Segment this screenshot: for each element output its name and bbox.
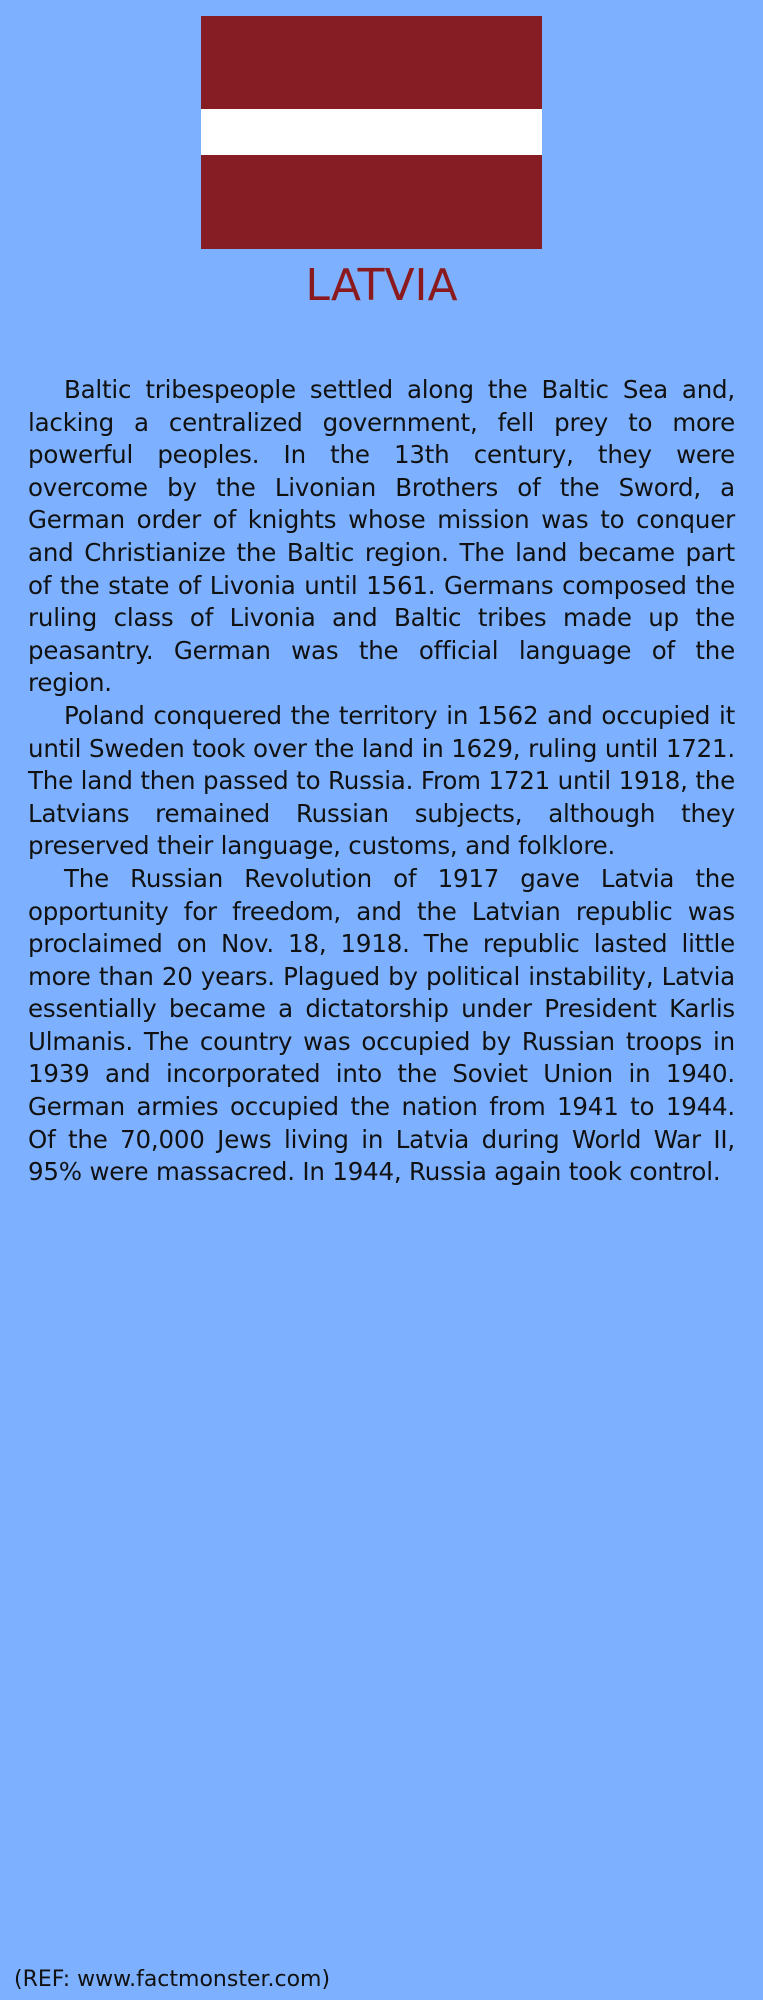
page-title: LATVIA xyxy=(305,260,458,311)
paragraph: Poland conquered the territory in 1562 and occupied it until Sweden took over the land in 1629, ruling until 1721. The land then passed to Russia. From 1721 until 1918, the Latvians remained Russian subjects, although they preserved their language, customs, and folklore. xyxy=(28,700,735,861)
flag-stripe-top xyxy=(201,16,542,109)
flag-stripe-bottom xyxy=(201,155,542,249)
article-body xyxy=(28,374,735,1189)
latvia-flag xyxy=(201,16,542,249)
paragraph: Baltic tribespeople settled along the Baltic Sea and, lacking a centralized government, fell prey to more powerful peoples. In the 13th century, they were overcome by the Livonian Brothers of the Sword, a German order of knights whose mission was to conquer and Christianize the Baltic region. The land became part of the state of Livonia until 1561. Germans composed the ruling class of Livonia and Baltic tribes made up the peasantry. German was the official language of the region. xyxy=(28,375,735,698)
reference-note: (REF: www.factmonster.com) xyxy=(14,1967,331,1992)
flag-stripe-middle xyxy=(201,109,542,155)
paragraph: The Russian Revolution of 1917 gave Latvia the opportunity for freedom, and the Latvian republic was proclaimed on Nov. 18, 1918. The republic lasted little more than 20 years. Plagued by political instability, Latvia essentially became a dictatorship under President Karlis Ulmanis. The country was occupied by Russian troops in 1939 and incorporated into the Soviet Union in 1940. German armies occupied the nation from 1941 to 1944. Of the 70,000 Jews living in Latvia during World War II, 95% were massacred. In 1944, Russia again took control. xyxy=(28,863,735,1187)
